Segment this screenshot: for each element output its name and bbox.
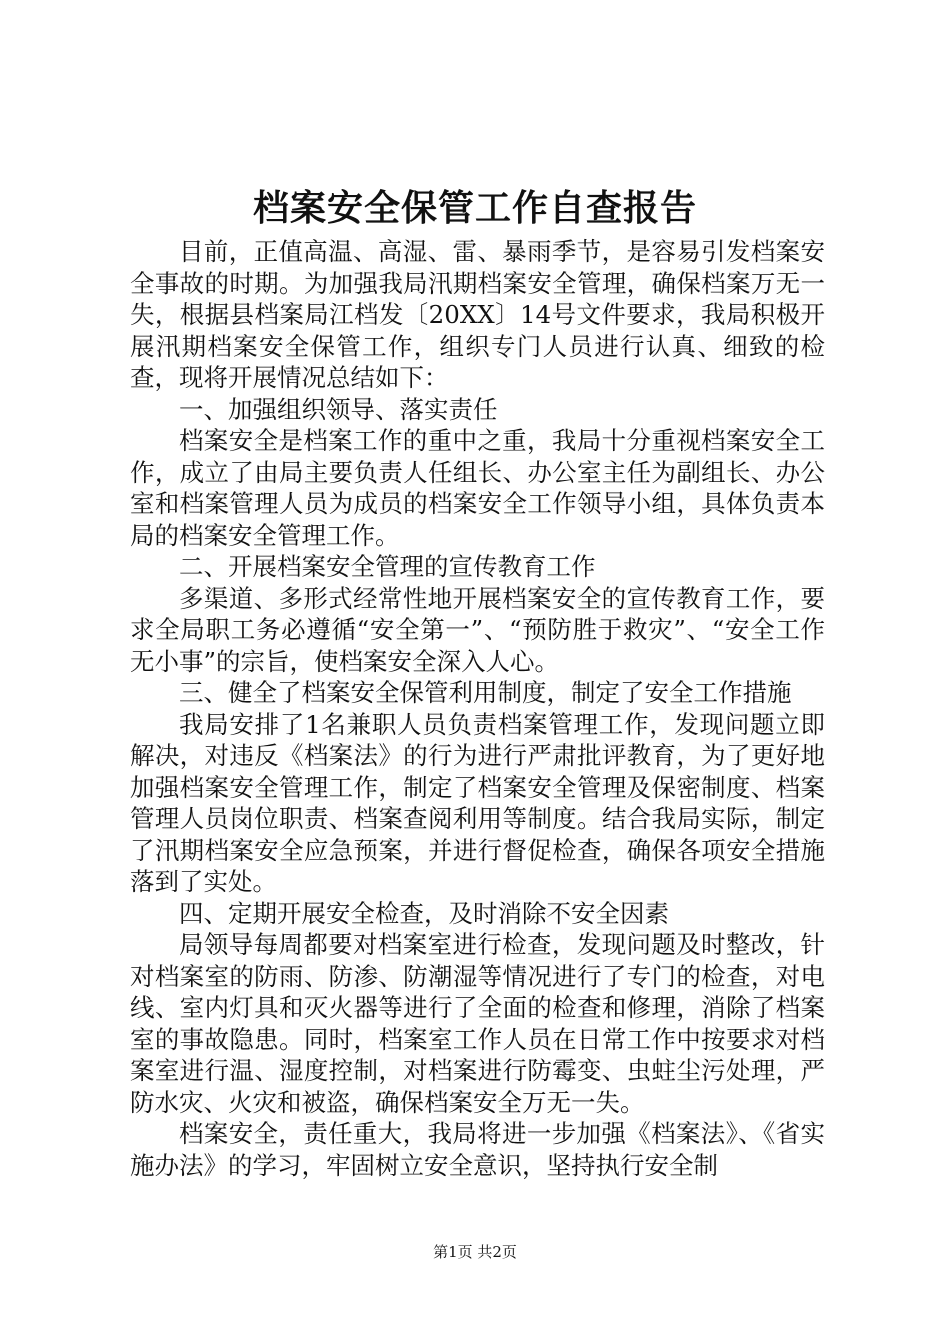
section-heading-3: 三、健全了档案安全保管利用制度，制定了安全工作措施 bbox=[179, 678, 792, 707]
paragraph-section-3: 我局安排了1名兼职人员负责档案管理工作，发现问题立即解决，对违反《档案法》的行为进行严肃批评教育，为了更好地加强档案安全管理工作，制定了档案安全管理及保密制度、档案管理人员岗位职责、档案查阅利用等制度。结合我局实际，制定了汛期档案安全应急预案，并进行督促检查，确保各项安全措施落到了实处。 bbox=[130, 709, 825, 896]
document-title: 档案安全保管工作自查报告 bbox=[252, 187, 697, 229]
page-footer: 第1页 共2页 bbox=[433, 1243, 517, 1261]
paragraph-conclusion: 档案安全，责任重大，我局将进一步加强《档案法》、《省实施办法》的学习，牢固树立安全意识，坚持执行安全制 bbox=[130, 1119, 825, 1180]
section-heading-4: 四、定期开展安全检查，及时消除不安全因素 bbox=[179, 898, 669, 928]
paragraph-section-1: 档案安全是档案工作的重中之重，我局十分重视档案安全工作，成立了由局主要负责人任组长、办公室主任为副组长、办公室和档案管理人员为成员的档案安全工作领导小组，具体负责本局的档案安全管理工作。 bbox=[130, 426, 825, 550]
paragraph-section-4: 局领导每周都要对档案室进行检查，发现问题及时整改，针对档案室的防雨、防渗、防潮湿等情况进行了专门的检查，对电线、室内灯具和灭火器等进行了全面的检查和修理，消除了档案室的事故隐患。同时，档案室工作人员在日常工作中按要求对档案室进行温、湿度控制，对档案进行防霉变、虫蛀尘污处理，严防水灾、火灾和被盗，确保档案安全万无一失。 bbox=[130, 930, 825, 1117]
paragraph-section-2: 多渠道、多形式经常性地开展档案安全的宣传教育工作，要求全局职工务必遵循“安全第一”、“预防胜于救灾”、“安全工作无小事”的宗旨，使档案安全深入人心。 bbox=[130, 583, 825, 676]
section-heading-2: 二、开展档案安全管理的宣传教育工作 bbox=[179, 552, 596, 581]
paragraph-intro: 目前，正值高温、高湿、雷、暴雨季节，是容易引发档案安全事故的时期。为加强我局汛期档案安全管理，确保档案万无一失，根据县档案局江档发〔20XX〕14号文件要求，我局积极开展汛期档案安全保管工作，组织专门人员进行认真、细致的检查，现将开展情况总结如下： bbox=[130, 237, 825, 392]
document-body bbox=[130, 236, 825, 1181]
section-heading-1: 一、加强组织领导、落实责任 bbox=[179, 394, 498, 424]
